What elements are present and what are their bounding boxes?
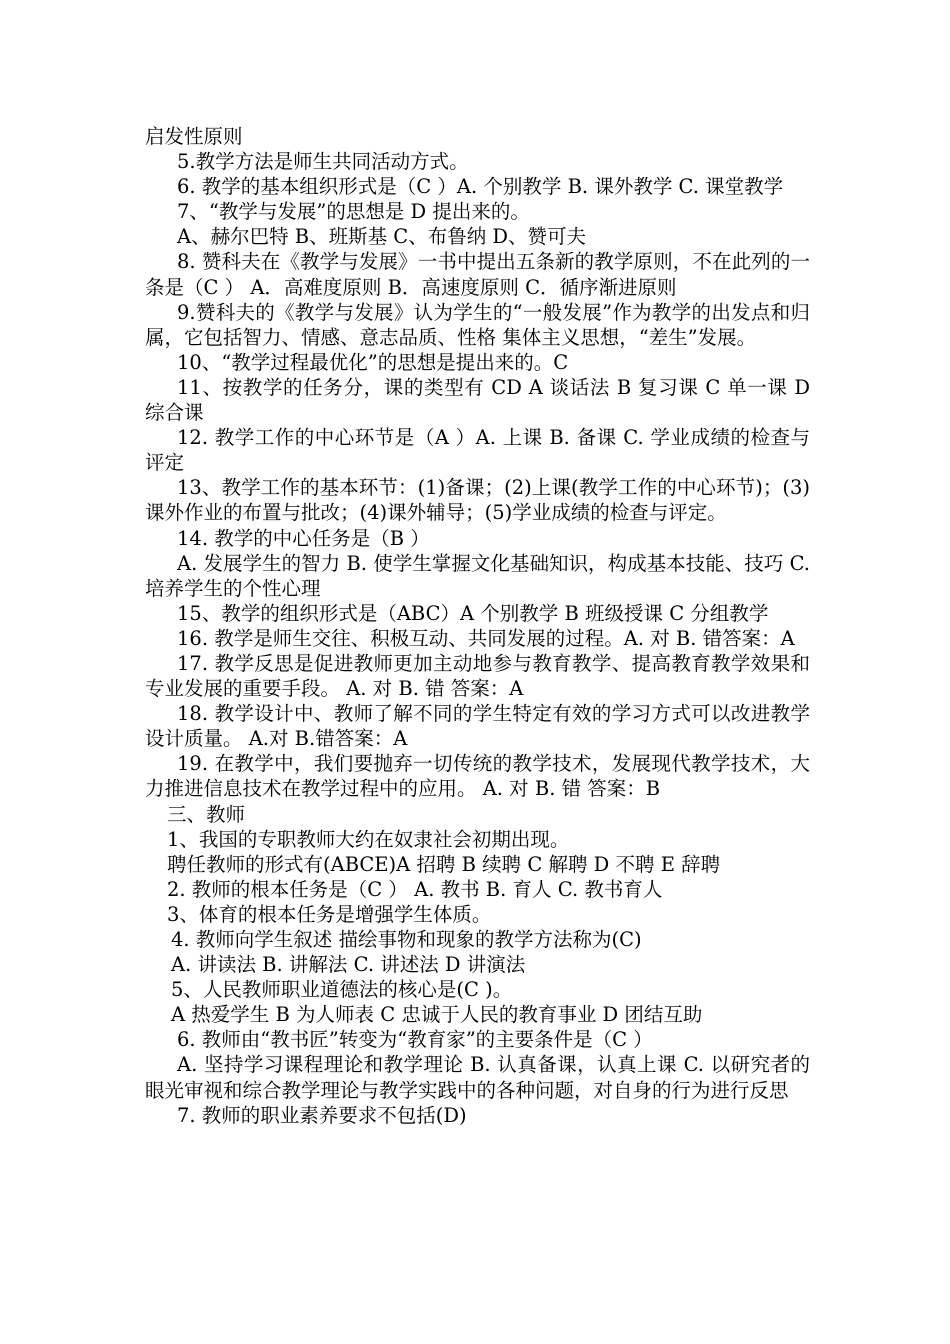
paragraph: 6. 教学的基本组织形式是（C ）A. 个别教学 B. 课外教学 C. 课堂教学 [177,175,784,199]
paragraph: 3、体育的根本任务是增强学生体质。 [167,902,492,926]
paragraph: 9.赞科夫的《教学与发展》认为学生的“一般发展”作为教学的出发点和归属，它包括智力、情感、意志品质、性格 集体主义思想，“差生”发展。 [145,300,810,349]
paragraph: 1、我国的专职教师大约在奴隶社会初期出现。 [167,827,570,851]
paragraph: 12. 教学工作的中心环节是（A ）A. 上课 B. 备课 C. 学业成绩的检查与评定 [145,426,810,475]
paragraph: 5.教学方法是师生共同活动方式。 [177,150,469,174]
paragraph: A. 讲读法 B. 讲解法 C. 讲述法 D 讲演法 [171,953,526,977]
paragraph: 4. 教师向学生叙述 描绘事物和现象的教学方法称为(C) [171,928,642,951]
paragraph: 7、“教学与发展”的思想是 D 提出来的。 [177,200,530,224]
paragraph: 19. 在教学中，我们要抛弃一切传统的教学技术，发展现代教学技术，大力推进信息技术在教学过程中的应用。 A. 对 B. 错 答案：B [145,752,810,801]
paragraph: 聘任教师的形式有(ABCE)A 招聘 B 续聘 C 解聘 D 不聘 E 辞聘 [167,852,721,876]
paragraph: 三、教师 [167,802,246,826]
paragraph: 16. 教学是师生交往、积极互动、共同发展的过程。A. 对 B. 错答案：A [177,626,795,650]
paragraph: 2. 教师的根本任务是（C ） A. 教书 B. 育人 C. 教书育人 [167,877,663,901]
paragraph: A、赫尔巴特 B、班斯基 C、布鲁纳 D、赞可夫 [177,225,587,249]
paragraph: 7. 教师的职业素养要求不包括(D) [177,1103,467,1127]
document-body [145,124,810,1128]
paragraph: 13、教学工作的基本环节：(1)备课；(2)上课(教学工作的中心环节)；(3)课外作业的布置与批改；(4)课外辅导；(5)学业成绩的检查与评定。 [145,476,810,525]
paragraph: A 热爱学生 B 为人师表 C 忠诚于人民的教育事业 D 团结互助 [171,1003,703,1027]
paragraph: 8. 赞科夫在《教学与发展》一书中提出五条新的教学原则，不在此列的一条是（C ） A．高难度原则 B．高速度原则 C．循序渐进原则 [145,250,810,299]
paragraph: 5、人民教师职业道德法的核心是(C )。 [171,978,513,1002]
paragraph: 17. 教学反思是促进教师更加主动地参与教育教学、提高教育教学效果和专业发展的重要手段。 A. 对 B. 错 答案：A [145,651,810,701]
paragraph: 6. 教师由“教书匠”转变为“教育家”的主要条件是（C ） [177,1028,653,1052]
paragraph: A. 发展学生的智力 B. 使学生掌握文化基础知识，构成基本技能、技巧 C. 培养学生的个性心理 [145,551,810,600]
paragraph: 14. 教学的中心任务是（B ） [177,526,430,550]
paragraph: 11、按教学的任务分，课的类型有 CD A 谈话法 B 复习课 C 单一课 D 综合课 [145,375,810,425]
paragraph: 10、“教学过程最优化”的思想是提出来的。C [177,350,569,374]
paragraph: 15、教学的组织形式是（ABC）A 个别教学 B 班级授课 C 分组教学 [177,601,769,625]
paragraph: 18. 教学设计中、教师了解不同的学生特定有效的学习方式可以改进教学设计质量。 A.对 B.错答案：A [145,702,810,751]
paragraph: 启发性原则 [145,125,243,148]
paragraph: A. 坚持学习课程理论和教学理论 B. 认真备课，认真上课 C. 以研究者的眼光审视和综合教学理论与教学实践中的各种问题，对自身的行为进行反思 [145,1053,810,1102]
